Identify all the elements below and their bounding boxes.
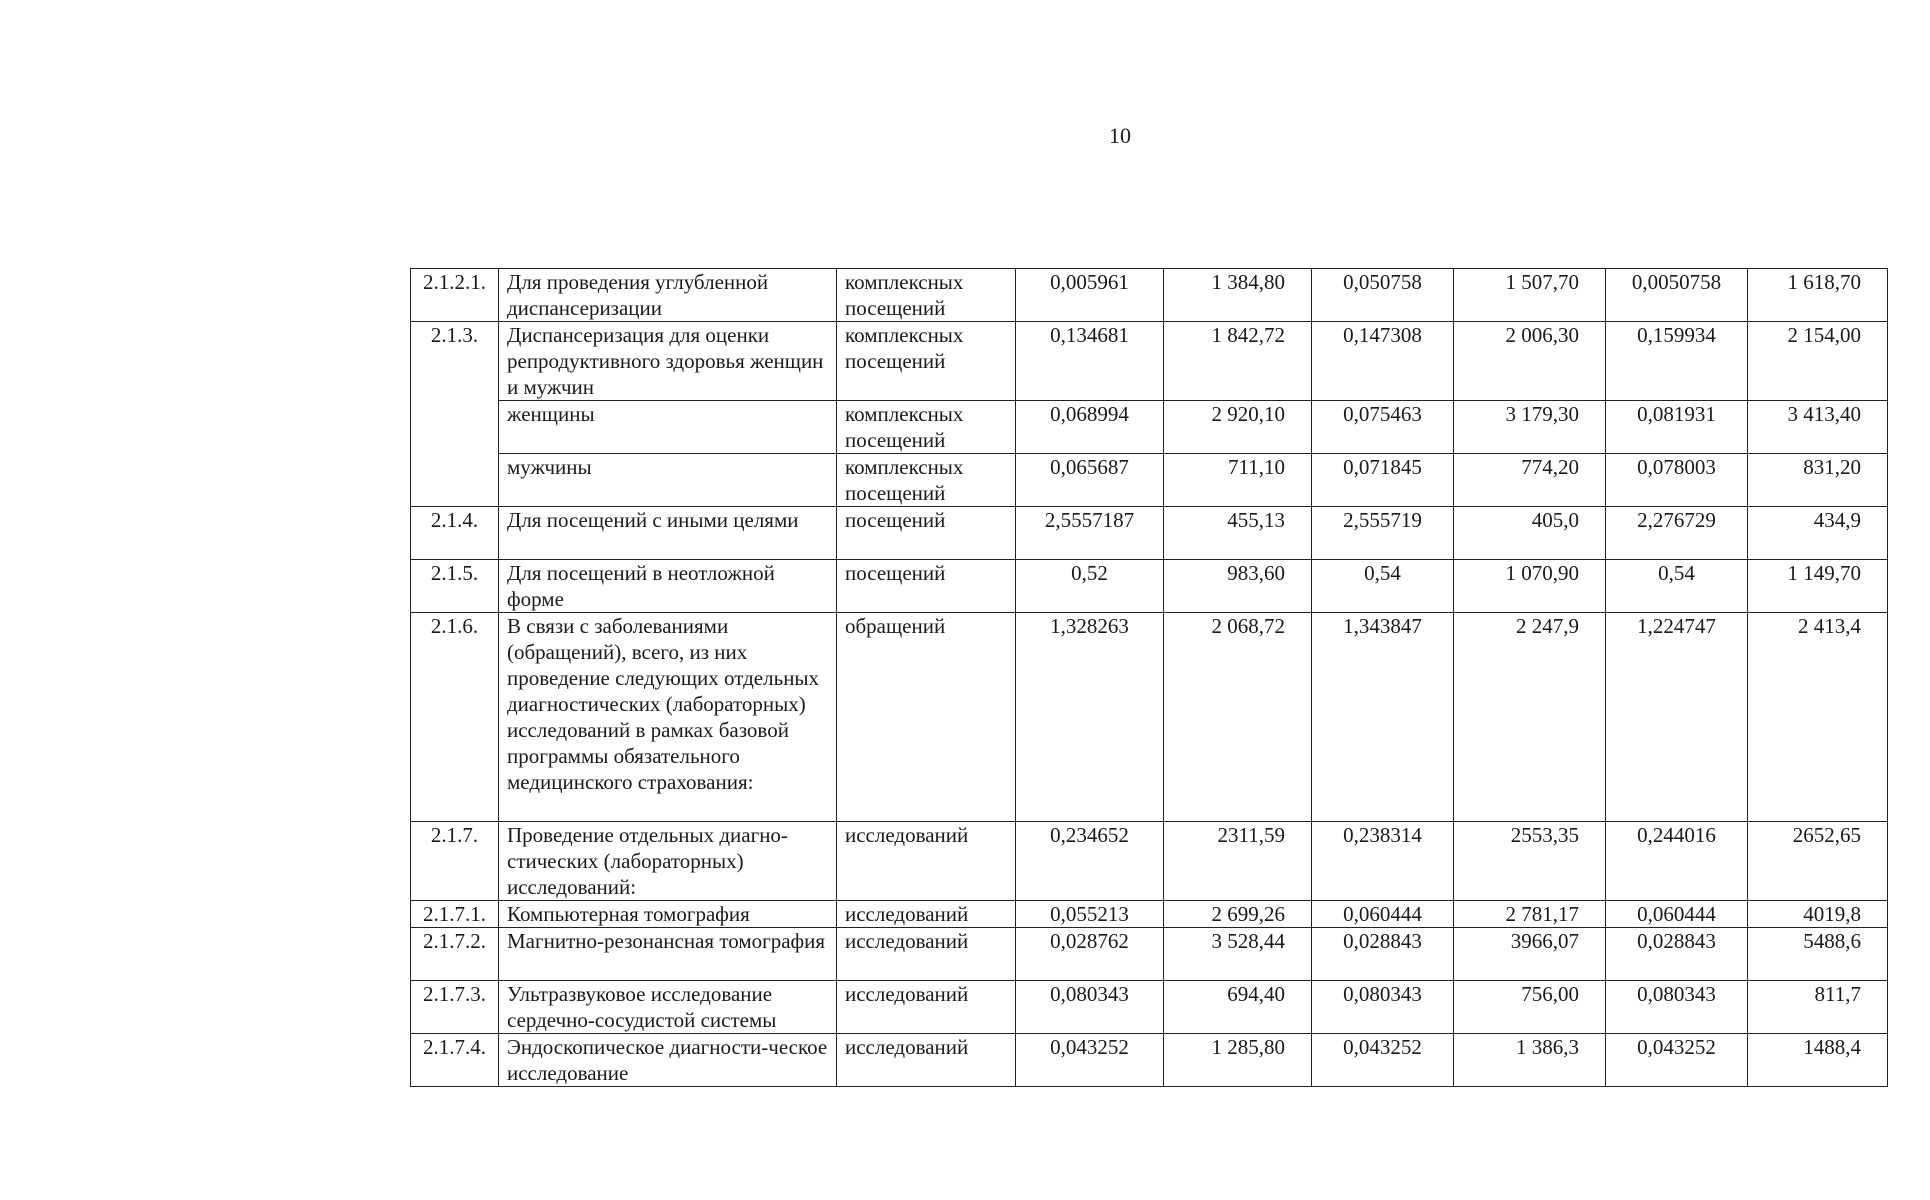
page-number: 10	[1109, 123, 1131, 148]
row-unit: исследований	[837, 1034, 1016, 1087]
row-value-2: 455,13	[1164, 507, 1312, 560]
row-value-3: 0,54	[1312, 560, 1454, 613]
row-unit: комплексных посещений	[837, 322, 1016, 401]
row-value-3: 0,080343	[1312, 981, 1454, 1034]
row-name: Для проведения углубленной диспансеризации	[499, 269, 837, 322]
row-name: Проведение отдельных диагно-стических (лабораторных) исследований:	[499, 822, 837, 901]
row-value-6: 5488,6	[1748, 928, 1888, 981]
row-unit: исследований	[837, 822, 1016, 901]
row-value-6: 1 618,70	[1748, 269, 1888, 322]
row-value-4: 2553,35	[1454, 822, 1606, 901]
row-value-4: 1 507,70	[1454, 269, 1606, 322]
row-value-1: 0,055213	[1016, 901, 1164, 928]
row-code: 2.1.7.	[411, 822, 499, 901]
row-unit: комплексных посещений	[837, 454, 1016, 507]
row-value-5: 1,224747	[1606, 613, 1748, 822]
row-value-4: 1 386,3	[1454, 1034, 1606, 1087]
row-value-5: 0,081931	[1606, 401, 1748, 454]
row-value-2: 694,40	[1164, 981, 1312, 1034]
row-value-1: 0,028762	[1016, 928, 1164, 981]
row-value-6: 1 149,70	[1748, 560, 1888, 613]
row-value-4: 3966,07	[1454, 928, 1606, 981]
row-unit: комплексных посещений	[837, 401, 1016, 454]
row-value-4: 405,0	[1454, 507, 1606, 560]
row-code: 2.1.6.	[411, 613, 499, 822]
table-row	[411, 322, 1888, 401]
row-value-4: 2 006,30	[1454, 322, 1606, 401]
row-unit: исследований	[837, 928, 1016, 981]
row-value-4: 774,20	[1454, 454, 1606, 507]
row-value-5: 0,028843	[1606, 928, 1748, 981]
row-value-5: 0,159934	[1606, 322, 1748, 401]
row-value-5: 0,078003	[1606, 454, 1748, 507]
row-code: 2.1.3.	[411, 322, 499, 507]
table-row	[411, 822, 1888, 901]
row-code: 2.1.2.1.	[411, 269, 499, 322]
row-code: 2.1.7.4.	[411, 1034, 499, 1087]
row-name: Компьютерная томография	[499, 901, 837, 928]
table-row	[411, 507, 1888, 560]
row-value-4: 756,00	[1454, 981, 1606, 1034]
row-value-6: 3 413,40	[1748, 401, 1888, 454]
row-code: 2.1.7.2.	[411, 928, 499, 981]
row-value-2: 983,60	[1164, 560, 1312, 613]
row-code: 2.1.5.	[411, 560, 499, 613]
row-value-1: 1,328263	[1016, 613, 1164, 822]
row-name: Магнитно-резонансная томография	[499, 928, 837, 981]
row-value-2: 1 842,72	[1164, 322, 1312, 401]
row-value-4: 2 781,17	[1454, 901, 1606, 928]
row-value-6: 2652,65	[1748, 822, 1888, 901]
row-value-5: 2,276729	[1606, 507, 1748, 560]
row-value-2: 1 384,80	[1164, 269, 1312, 322]
row-value-2: 1 285,80	[1164, 1034, 1312, 1087]
row-value-5: 0,080343	[1606, 981, 1748, 1034]
table-row	[411, 269, 1888, 322]
row-value-1: 2,5557187	[1016, 507, 1164, 560]
row-name: Для посещений с иными целями	[499, 507, 837, 560]
row-value-3: 2,555719	[1312, 507, 1454, 560]
row-code: 2.1.4.	[411, 507, 499, 560]
row-value-3: 0,060444	[1312, 901, 1454, 928]
row-value-4: 3 179,30	[1454, 401, 1606, 454]
row-name: Для посещений в неотложной форме	[499, 560, 837, 613]
row-unit: исследований	[837, 901, 1016, 928]
row-value-2: 2311,59	[1164, 822, 1312, 901]
table-row	[411, 1034, 1888, 1087]
row-value-3: 0,075463	[1312, 401, 1454, 454]
row-value-2: 3 528,44	[1164, 928, 1312, 981]
row-value-3: 0,147308	[1312, 322, 1454, 401]
row-value-3: 0,238314	[1312, 822, 1454, 901]
row-value-6: 1488,4	[1748, 1034, 1888, 1087]
row-value-6: 2 154,00	[1748, 322, 1888, 401]
row-value-6: 434,9	[1748, 507, 1888, 560]
row-name: Ультразвуковое исследование сердечно-сосудистой системы	[499, 981, 837, 1034]
row-unit: обращений	[837, 613, 1016, 822]
row-value-6: 2 413,4	[1748, 613, 1888, 822]
row-unit: посещений	[837, 560, 1016, 613]
row-value-1: 0,080343	[1016, 981, 1164, 1034]
row-value-2: 2 699,26	[1164, 901, 1312, 928]
tariff-table	[410, 268, 1888, 1087]
row-value-4: 2 247,9	[1454, 613, 1606, 822]
row-value-6: 831,20	[1748, 454, 1888, 507]
row-value-1: 0,134681	[1016, 322, 1164, 401]
table-row	[411, 401, 1888, 454]
row-value-6: 811,7	[1748, 981, 1888, 1034]
row-unit: исследований	[837, 981, 1016, 1034]
row-value-3: 0,043252	[1312, 1034, 1454, 1087]
row-value-1: 0,234652	[1016, 822, 1164, 901]
row-name: мужчины	[499, 454, 837, 507]
row-code: 2.1.7.1.	[411, 901, 499, 928]
row-value-5: 0,043252	[1606, 1034, 1748, 1087]
table-row	[411, 560, 1888, 613]
row-value-5: 0,54	[1606, 560, 1748, 613]
row-name: Эндоскопическое диагности-ческое исследование	[499, 1034, 837, 1087]
row-value-2: 2 068,72	[1164, 613, 1312, 822]
row-value-1: 0,043252	[1016, 1034, 1164, 1087]
row-value-4: 1 070,90	[1454, 560, 1606, 613]
row-value-3: 1,343847	[1312, 613, 1454, 822]
table-row	[411, 454, 1888, 507]
row-value-5: 0,0050758	[1606, 269, 1748, 322]
row-value-3: 0,050758	[1312, 269, 1454, 322]
row-value-5: 0,060444	[1606, 901, 1748, 928]
row-value-2: 2 920,10	[1164, 401, 1312, 454]
table-row	[411, 928, 1888, 981]
row-value-3: 0,028843	[1312, 928, 1454, 981]
row-value-2: 711,10	[1164, 454, 1312, 507]
row-name: В связи с заболеваниями (обращений), всего, из них проведение следующих отдельных диагностических (лабораторных) исследований в рамках базовой программы обязательного медицинского страхования:	[499, 613, 837, 822]
row-name: Диспансеризация для оценки репродуктивного здоровья женщин и мужчин	[499, 322, 837, 401]
table-row	[411, 613, 1888, 822]
row-unit: посещений	[837, 507, 1016, 560]
row-value-1: 0,005961	[1016, 269, 1164, 322]
row-value-1: 0,065687	[1016, 454, 1164, 507]
table-row	[411, 981, 1888, 1034]
row-unit: комплексных посещений	[837, 269, 1016, 322]
row-value-1: 0,52	[1016, 560, 1164, 613]
row-value-3: 0,071845	[1312, 454, 1454, 507]
row-code: 2.1.7.3.	[411, 981, 499, 1034]
table-row	[411, 901, 1888, 928]
row-name: женщины	[499, 401, 837, 454]
row-value-5: 0,244016	[1606, 822, 1748, 901]
row-value-6: 4019,8	[1748, 901, 1888, 928]
row-value-1: 0,068994	[1016, 401, 1164, 454]
